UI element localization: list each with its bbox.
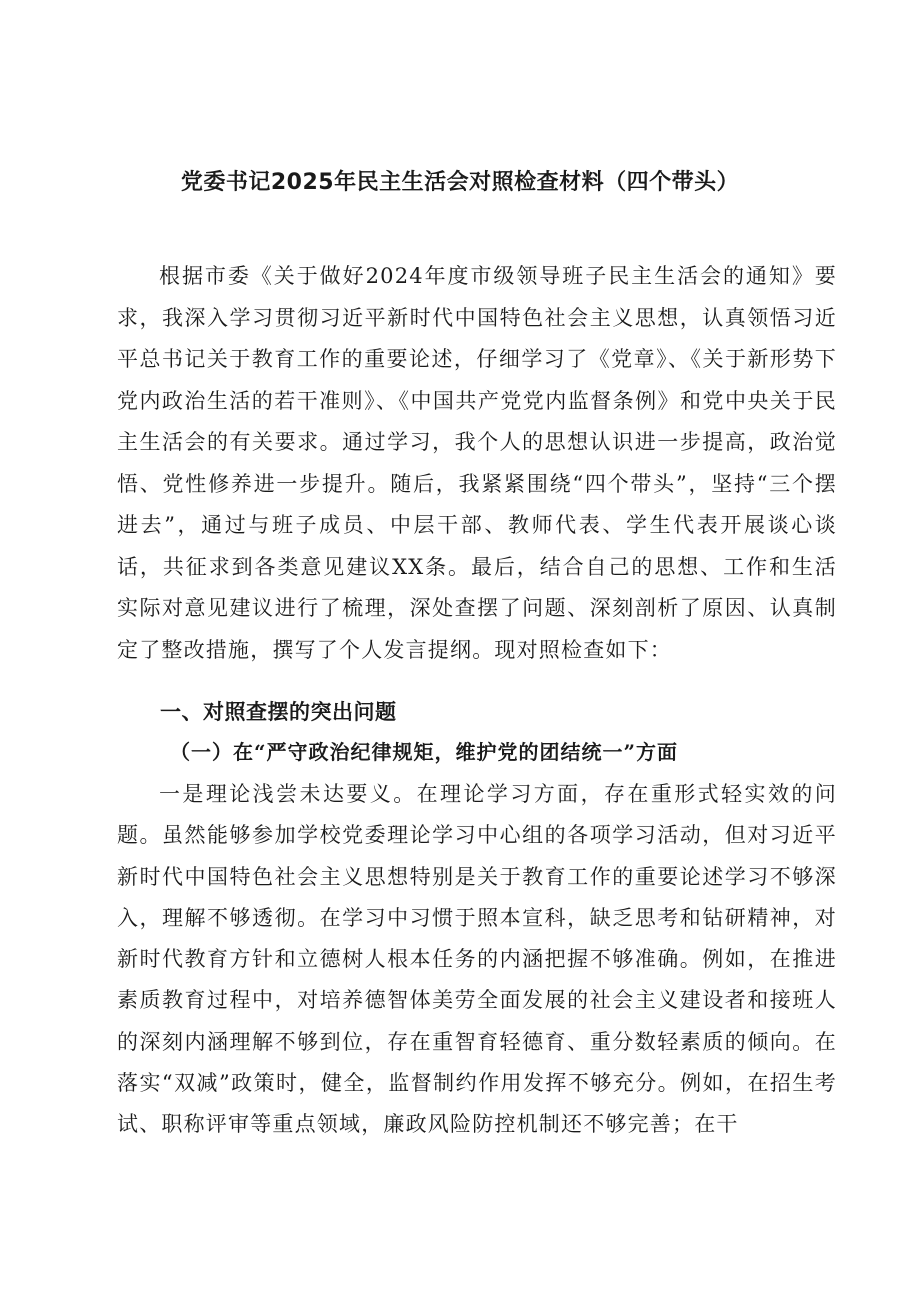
subsection-paragraph-1: 一是理论浅尝未达要义。在理论学习方面，存在重形式轻实效的问题。虽然能够参加学校党委理论学习中心组的各项学习活动，但对习近平新时代中国特色社会主义思想特别是关于教育工作的重要论述学习不够深入，理解不够透彻。在学习中习惯于照本宣科，缺乏思考和钻研精神，对新时代教育方针和立德树人根本任务的内涵把握不够准确。例如，在推进素质教育过程中，对培养德智体美劳全面发展的社会主义建设者和接班人的深刻内涵理解不够到位，存在重智育轻德育、重分数轻素质的倾向。在落实“双减”政策时，健全，监督制约作用发挥不够充分。例如，在招生考试、职称评审等重点领域，廉政风险防控机制还不够完善；在干 (117, 782, 837, 1137)
document-title: 党委书记2025年民主生活会对照检查材料（四个带头） (180, 170, 740, 195)
intro-paragraph: 根据市委《关于做好2024年度市级领导班子民主生活会的通知》要求，我深入学习贯彻习近平新时代中国特色社会主义思想，认真领悟习近平总书记关于教育工作的重要论述，仔细学习了《党章》、《关于新形势下党内政治生活的若干准则》、《中国共产党党内监督条例》和党中央关于民主生活会的有关要求。通过学习，我个人的思想认识进一步提高，政治觉悟、党性修养进一步提升。随后，我紧紧围绕“四个带头”，坚持“三个摆进去”，通过与班子成员、中层干部、教师代表、学生代表开展谈心谈话，共征求到各类意见建议XX条。最后，结合自己的思想、工作和生活实际对意见建议进行了梳理，深处查摆了问题、深刻剖析了原因、认真制定了整改措施，撰写了个人发言提纲。现对照检查如下： (117, 264, 837, 662)
subsection-heading-1: （一）在“严守政治纪律规矩，维护党的团结统一”方面 (170, 740, 679, 764)
section-heading-1: 一、对照查摆的突出问题 (160, 700, 397, 724)
